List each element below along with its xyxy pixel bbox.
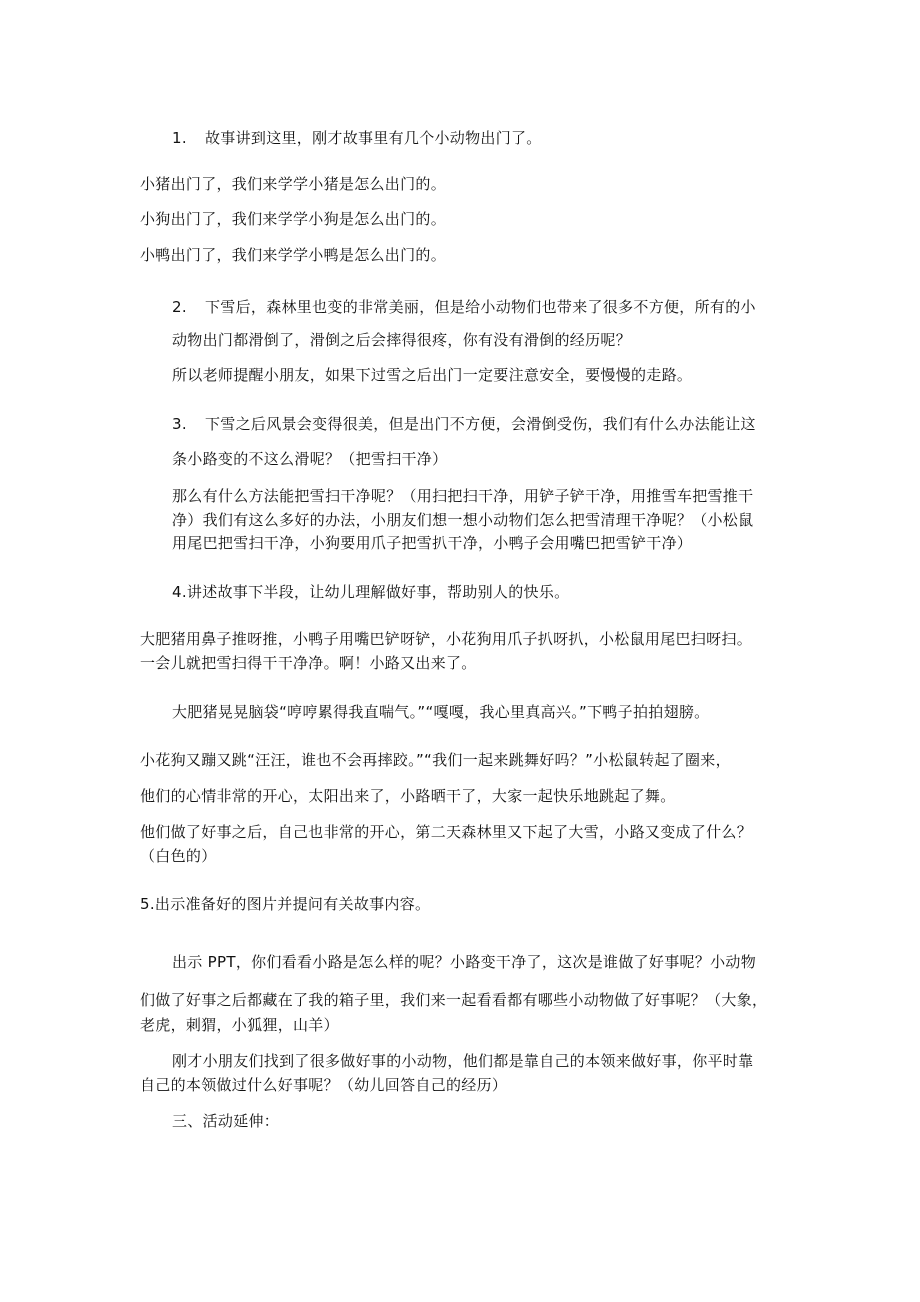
- paragraph-line: 他们做了好事之后，自己也非常的开心，第二天森林里又下起了大雪，小路又变成了什么？: [140, 823, 753, 841]
- paragraph-line: 他们的心情非常的开心，太阳出来了，小路晒干了，大家一起快乐地跳起了舞。: [140, 787, 676, 805]
- paragraph-line: 那么有什么方法能把雪扫干净呢？（用扫把扫干净，用铲子铲干净，用推雪车把雪推干: [172, 487, 754, 505]
- section-3-text: 下雪之后风景会变得很美，但是出门不方便，会滑倒受伤，我们有什么办法能让这: [205, 415, 756, 433]
- paragraph-line: 小鸭出门了，我们来学学小鸭是怎么出门的。: [140, 246, 447, 264]
- section-1-lead: [172, 128, 542, 148]
- paragraph-line: 出示 PPT，你们看看小路是怎么样的呢？小路变干净了，这次是谁做了好事呢？小动物: [172, 953, 757, 971]
- section-4-heading: 4.讲述故事下半段，让幼儿理解做好事，帮助别人的快乐。: [172, 583, 570, 601]
- section-2-line-1: [172, 297, 756, 317]
- paragraph-line: 净）我们有这么多好的办法，小朋友们想一想小动物们怎么把雪清理干净呢？（小松鼠: [172, 511, 754, 529]
- paragraph-line: 用尾巴把雪扫干净，小狗要用爪子把雪扒干净，小鸭子会用嘴巴把雪铲干净）: [172, 534, 693, 552]
- section-1-lead-text: 故事讲到这里，刚才故事里有几个小动物出门了。: [205, 129, 542, 147]
- section-1-number: 1.: [172, 129, 187, 147]
- paragraph-line: 刚才小朋友们找到了很多做好事的小动物，他们都是靠自己的本领来做好事，你平时靠: [172, 1052, 754, 1070]
- paragraph-line: 条小路变的不这么滑呢？（把雪扫干净）: [172, 450, 448, 468]
- section-5-heading: 5.出示准备好的图片并提问有关故事内容。: [140, 895, 431, 913]
- paragraph-line: 小花狗又蹦又跳“汪汪，谁也不会再摔跤。”“我们一起来跳舞好吗？”小松鼠转起了圈来，: [140, 751, 731, 769]
- section-3-line-1: [172, 414, 756, 434]
- paragraph-line: 老虎，刺猬，小狐狸，山羊）: [140, 1016, 339, 1034]
- paragraph-line: 小狗出门了，我们来学学小狗是怎么出门的。: [140, 210, 447, 228]
- paragraph-line: 自己的本领做过什么好事呢？（幼儿回答自己的经历）: [140, 1076, 508, 1094]
- paragraph-line: 小猪出门了，我们来学学小猪是怎么出门的。: [140, 175, 447, 193]
- paragraph-line: 们做了好事之后都藏在了我的箱子里，我们来一起看看都有哪些小动物做了好事呢？（大象，: [140, 991, 768, 1009]
- section-2-number: 2.: [172, 298, 187, 316]
- section-6-heading: 三、活动延伸：: [172, 1112, 280, 1130]
- paragraph-line: 大肥猪晃晃脑袋“哼哼累得我直喘气。”“嘎嘎，我心里真高兴。”下鸭子拍拍翅膀。: [172, 703, 710, 721]
- paragraph-line: 大肥猪用鼻子推呀推，小鸭子用嘴巴铲呀铲，小花狗用爪子扒呀扒，小松鼠用尾巴扫呀扫。: [140, 630, 753, 648]
- section-3-number: 3.: [172, 415, 187, 433]
- paragraph-line: 一会儿就把雪扫得干干净净。啊！小路又出来了。: [140, 654, 477, 672]
- paragraph-line: （白色的）: [140, 847, 217, 865]
- paragraph-line: 动物出门都滑倒了，滑倒之后会摔得很疼，你有没有滑倒的经历呢？: [172, 331, 632, 349]
- paragraph-line: 所以老师提醒小朋友，如果下过雪之后出门一定要注意安全，要慢慢的走路。: [172, 366, 693, 384]
- section-2-text: 下雪后，森林里也变的非常美丽，但是给小动物们也带来了很多不方便，所有的小: [205, 298, 756, 316]
